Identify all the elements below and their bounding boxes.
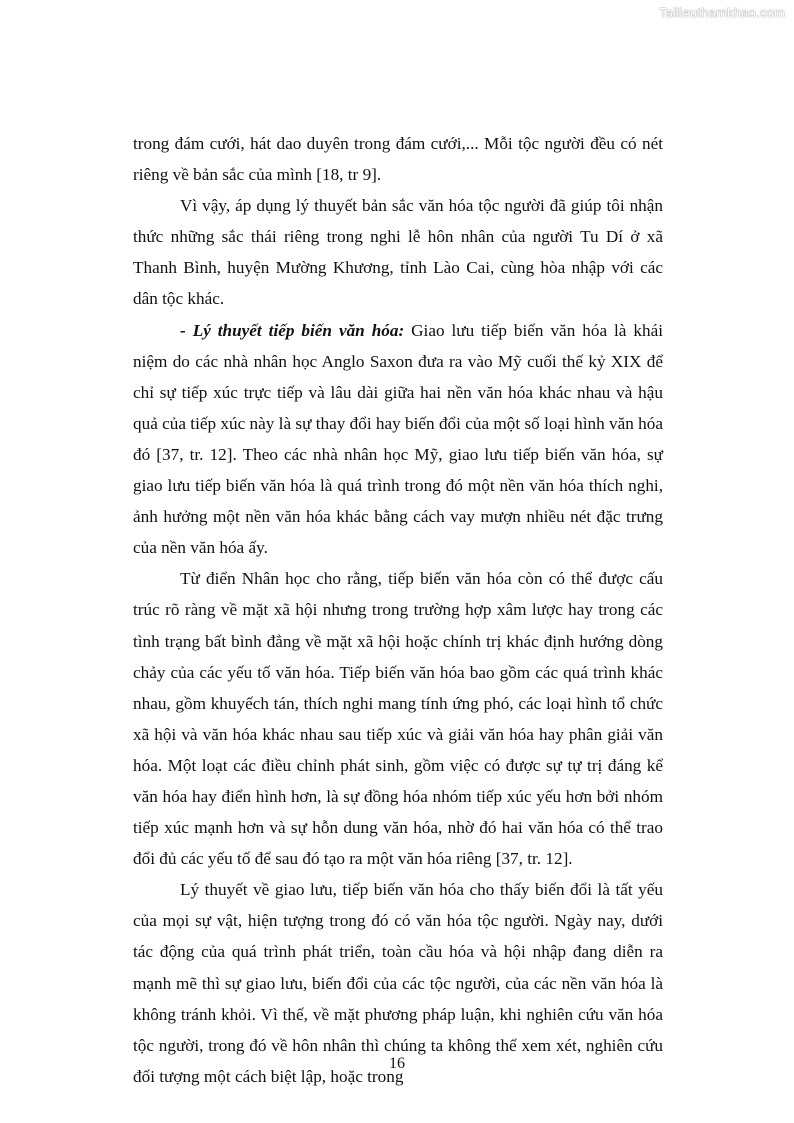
page-body <box>133 128 663 1092</box>
section-heading: - Lý thuyết tiếp biến văn hóa: <box>180 320 405 340</box>
watermark: Tailieuthamkhao.com <box>659 5 785 20</box>
paragraph-3-text: Giao lưu tiếp biến văn hóa là khái niệm do các nhà nhân học Anglo Saxon đưa ra vào Mỹ cuối thế kỷ XIX để chỉ sự tiếp xúc trực tiếp và lâu dài giữa hai nền văn hóa khác nhau và hậu quả của tiếp xúc này là sự thay đổi hay biến đổi của một số loại hình văn hóa đó [37, tr. 12]. Theo các nhà nhân học Mỹ, giao lưu tiếp biến văn hóa, sự giao lưu tiếp biến văn hóa là quá trình trong đó một nền văn hóa thích nghi, ảnh hưởng một nền văn hóa khác bằng cách vay mượn nhiều nét đặc trưng của nền văn hóa ấy. <box>133 320 663 558</box>
paragraph-1: trong đám cưới, hát dao duyên trong đám cưới,... Mỗi tộc người đều có nét riêng về bản sắc của mình [18, tr 9]. <box>133 134 663 185</box>
paragraph-4: Từ điển Nhân học cho rằng, tiếp biến văn hóa còn có thể được cấu trúc rõ ràng về mặt xã hội nhưng trong trường hợp xâm lược hay trong các tình trạng bất bình đẳng về mặt xã hội hoặc chính trị khác định hướng dòng chảy của các yếu tố văn hóa. Tiếp biến văn hóa bao gồm các quá trình khác nhau, gồm khuyếch tán, thích nghi mang tính ứng phó, các loại hình tổ chức xã hội và văn hóa khác nhau sau tiếp xúc và giải văn hóa hay phân giải văn hóa. Một loạt các điều chỉnh phát sinh, gồm việc có được sự tự trị đáng kể văn hóa hay điển hình hơn, là sự đồng hóa nhóm tiếp xúc yếu hơn bởi nhóm tiếp xúc mạnh hơn và sự hỗn dung văn hóa, nhờ đó hai văn hóa có thể trao đổi đủ các yếu tố để sau đó tạo ra một văn hóa riêng [37, tr. 12]. <box>133 569 663 869</box>
paragraph-3 <box>133 315 663 564</box>
page-number: 16 <box>389 1055 405 1072</box>
paragraph-2: Vì vậy, áp dụng lý thuyết bản sắc văn hóa tộc người đã giúp tôi nhận thức những sắc thái riêng trong nghi lễ hôn nhân của người Tu Dí ở xã Thanh Bình, huyện Mường Khương, tỉnh Lào Cai, cùng hòa nhập với các dân tộc khác. <box>133 196 663 309</box>
paragraph-5: Lý thuyết về giao lưu, tiếp biến văn hóa cho thấy biến đổi là tất yếu của mọi sự vật, hiện tượng trong đó có văn hóa tộc người. Ngày nay, dưới tác động của quá trình phát triển, toàn cầu hóa và hội nhập đang diễn ra mạnh mẽ thì sự giao lưu, biến đổi của các tộc người, của các nền văn hóa là không tránh khỏi. Vì thế, về mặt phương pháp luận, khi nghiên cứu văn hóa tộc người, trong đó về hôn nhân thì chúng ta không thể xem xét, nghiên cứu đối tượng một cách biệt lập, hoặc trong <box>133 880 663 1086</box>
